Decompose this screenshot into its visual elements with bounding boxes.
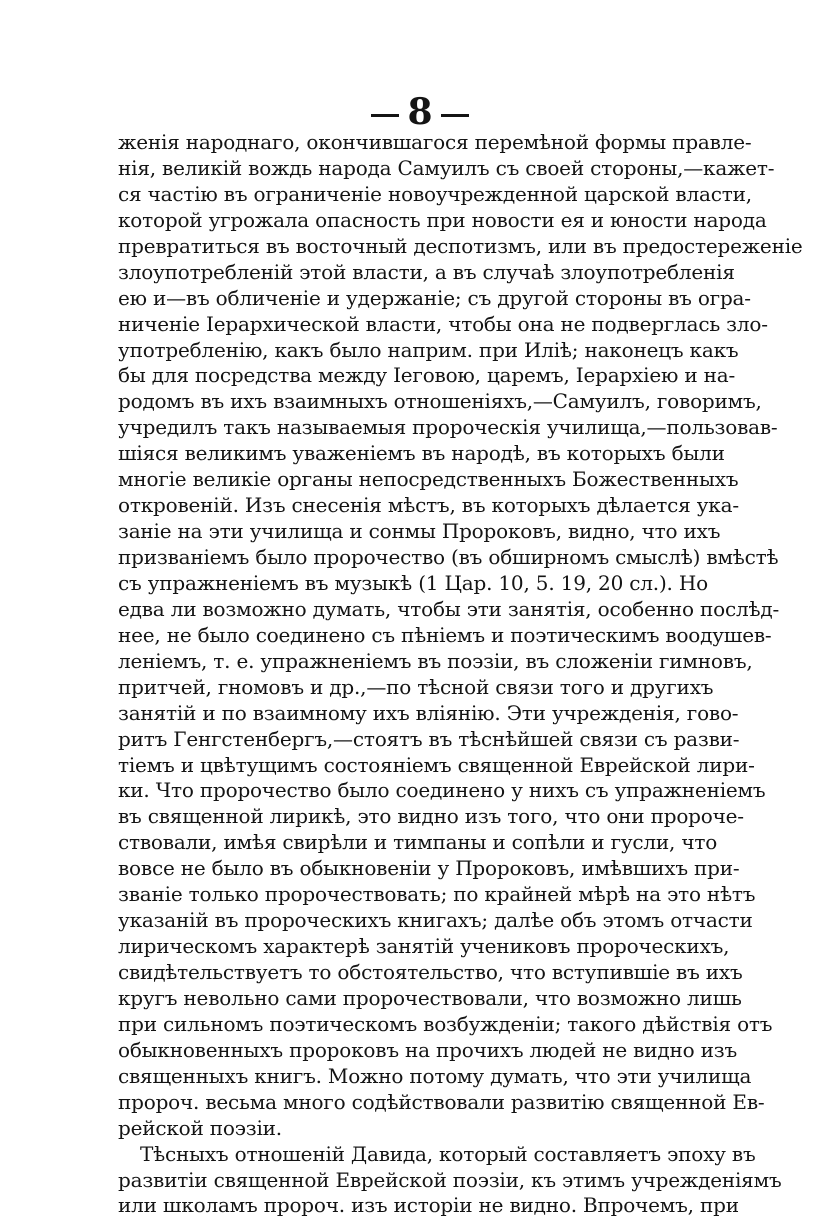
body-text bbox=[118, 130, 803, 1219]
text-line: кругъ невольно сами пророчествовали, что возможно лишь bbox=[118, 985, 742, 1010]
paragraph-1 bbox=[118, 130, 803, 1142]
text-line: лирическомъ характерѣ занятій учениковъ пророческихъ, bbox=[118, 934, 730, 959]
text-line: заніе на эти училища и сонмы Пророковъ, видно, что ихъ bbox=[118, 519, 721, 544]
text-line: родомъ въ ихъ взаимныхъ отношеніяхъ,—Самуилъ, говоримъ, bbox=[118, 389, 762, 414]
text-line: въ священной лирикѣ, это видно изъ того, что они пророче- bbox=[118, 804, 744, 829]
page-number-value: 8 bbox=[407, 91, 433, 133]
text-line: притчей, гномовъ и др.,—по тѣсной связи того и другихъ bbox=[118, 674, 714, 699]
page-number-dash-right bbox=[441, 114, 469, 117]
text-line: развитіи священной Еврейской поэзіи, къ этимъ учрежденіямъ bbox=[118, 1167, 782, 1192]
text-line: указаній въ пророческихъ книгахъ; далѣе объ этомъ отчасти bbox=[118, 908, 753, 933]
text-line: при сильномъ поэтическомъ возбужденіи; такого дѣйствія отъ bbox=[118, 1011, 773, 1036]
text-line: Тѣсныхъ отношеній Давида, который составляетъ эпоху въ bbox=[140, 1141, 756, 1166]
text-line: священныхъ книгъ. Можно потому думать, что эти училища bbox=[118, 1063, 752, 1088]
text-line: занятій и по взаимному ихъ вліянію. Эти учрежденія, гово- bbox=[118, 700, 739, 725]
text-line: едва ли возможно думать, чтобы эти занятія, особенно послѣд- bbox=[118, 596, 780, 621]
text-line: ки. Что пророчество было соединено у нихъ съ упражненіемъ bbox=[118, 778, 766, 803]
text-line: или школамъ пророч. изъ исторіи не видно. Впрочемъ, при bbox=[118, 1193, 739, 1218]
text-line: женія народнаго, окончившагося перемѣной формы правле- bbox=[118, 130, 752, 154]
text-line: нія, великій вождь народа Самуилъ съ своей стороны,—кажет- bbox=[118, 155, 775, 180]
text-line: званіе только пророчествовать; по крайней мѣрѣ на это нѣтъ bbox=[118, 882, 756, 907]
text-line: откровеній. Изъ снесенія мѣстъ, въ которыхъ дѣлается ука- bbox=[118, 493, 739, 518]
text-line: леніемъ, т. е. упражненіемъ въ поэзіи, въ сложеніи гимновъ, bbox=[118, 648, 753, 673]
text-line: ритъ Генгстенбергъ,—стоятъ въ тѣснѣйшей связи съ разви- bbox=[118, 726, 740, 751]
text-line: злоупотребленій этой власти, а въ случаѣ злоупотребленія bbox=[118, 259, 735, 284]
text-line: рейской поэзіи. bbox=[118, 1115, 282, 1140]
text-line: многіе великіе органы непосредственныхъ Божественныхъ bbox=[118, 467, 739, 492]
text-line: вовсе не было въ обыкновеніи у Пророковъ, имѣвшихъ при- bbox=[118, 856, 740, 881]
text-line: ниченіе Іерархической власти, чтобы она не подверглась зло- bbox=[118, 311, 768, 336]
text-line: пророч. весьма много содѣйствовали развитію священной Ев- bbox=[118, 1089, 765, 1114]
text-line: ею и—въ обличеніе и удержаніе; съ другой стороны въ огра- bbox=[118, 285, 751, 310]
text-line: ствовали, имѣя свирѣли и тимпаны и сопѣли и гусли, что bbox=[118, 830, 718, 855]
paragraph-2 bbox=[118, 1141, 782, 1219]
page-number-dash-left bbox=[371, 114, 399, 117]
text-line: превратиться въ восточный деспотизмъ, или въ предостереженіе bbox=[118, 233, 803, 258]
text-line: призваніемъ было пророчество (въ обширномъ смыслѣ) вмѣстѣ bbox=[118, 545, 779, 569]
text-line: употребленію, какъ было наприм. при Иліѣ; наконецъ какъ bbox=[118, 337, 739, 362]
text-line: бы для посредства между Іеговою, царемъ, Іерархіею и на- bbox=[118, 363, 736, 388]
text-line: шіяся великимъ уваженіемъ въ народѣ, въ которыхъ были bbox=[118, 441, 725, 466]
text-line: которой угрожала опасность при новости ея и юности народа bbox=[118, 207, 767, 232]
text-line: учредилъ такъ называемыя пророческія училища,—пользовав- bbox=[118, 415, 778, 440]
text-line: съ упражненіемъ въ музыкѣ (1 Цар. 10, 5. 19, 20 сл.). Но bbox=[118, 570, 708, 595]
text-line: свидѣтельствуетъ то обстоятельство, что вступившіе въ ихъ bbox=[118, 960, 743, 984]
text-line: обыкновенныхъ пророковъ на прочихъ людей не видно изъ bbox=[118, 1037, 737, 1062]
page-number bbox=[0, 92, 840, 132]
text-line: нее, не было соединено съ пѣніемъ и поэтическимъ воодушев- bbox=[118, 622, 772, 647]
text-line: тіемъ и цвѣтущимъ состояніемъ священной Еврейской лири- bbox=[118, 752, 755, 777]
text-line: ся частію въ ограниченіе новоучрежденной царской власти, bbox=[118, 181, 752, 206]
